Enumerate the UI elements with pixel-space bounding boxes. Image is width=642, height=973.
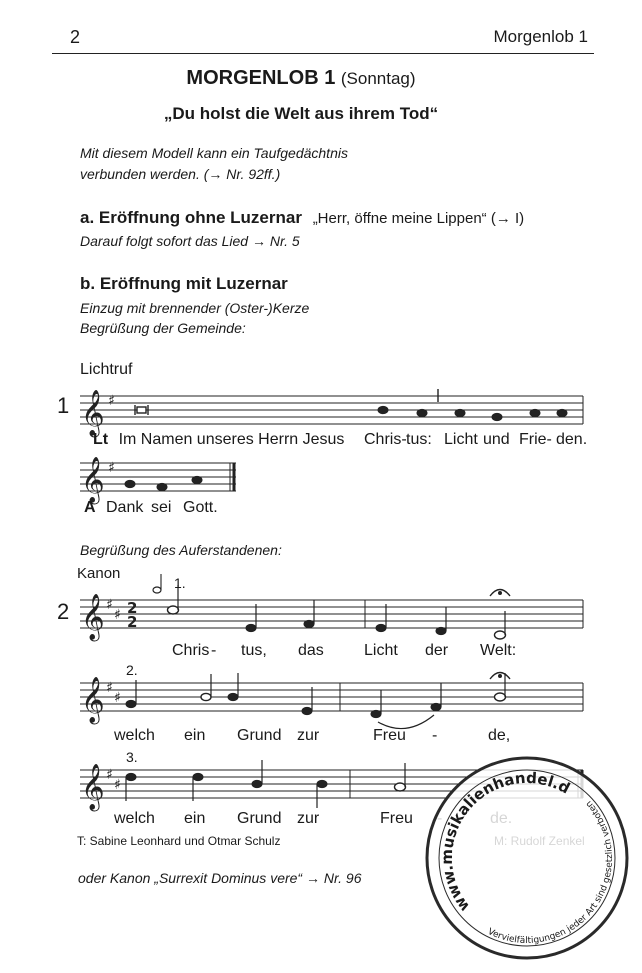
lichtruf-lt-line xyxy=(93,431,344,449)
half-note-icon xyxy=(168,606,179,614)
lyric-word: Welt: xyxy=(480,642,517,659)
kanon-label: Kanon xyxy=(77,565,121,582)
lyric-word: Grund xyxy=(237,810,282,827)
lyric-word: tus: xyxy=(406,431,432,448)
half-note-icon xyxy=(495,693,506,701)
note-icon xyxy=(304,620,314,627)
watermark-notice: Vervielfältigungen jeder Art sind gesetzlich verboten xyxy=(485,798,616,947)
note-icon xyxy=(192,476,202,483)
note-icon xyxy=(431,703,441,710)
lyric-word: Chris xyxy=(172,642,210,659)
lyric-word: Frie- xyxy=(519,431,552,448)
note-icon xyxy=(376,624,386,631)
title-sub: (Sonntag) xyxy=(340,69,416,88)
half-note-icon xyxy=(395,783,406,791)
running-title: Morgenlob 1 xyxy=(493,27,588,46)
breve-note-icon xyxy=(135,405,148,415)
lyric-word: zur xyxy=(297,727,320,744)
staff-lichtruf-1 xyxy=(80,396,583,424)
treble-clef-icon: 𝄞 xyxy=(81,594,105,640)
section-a-note: Darauf folgt sofort das Lied → Nr. 5 xyxy=(80,233,300,249)
lyric-word: zur xyxy=(297,810,320,827)
section-a-quote: „Herr, öffne meine Lippen“ (→ I) xyxy=(312,210,525,227)
lyric-word: der xyxy=(425,642,449,659)
note-icon xyxy=(252,780,262,787)
lyric-word: de, xyxy=(488,727,511,744)
voice-3-label: 3. xyxy=(126,749,138,765)
auferstandenen-intro: Begrüßung des Auferstandenen: xyxy=(80,542,282,558)
title-main: MORGENLOB 1 xyxy=(186,67,336,89)
treble-clef-icon: 𝄞 xyxy=(81,764,105,810)
eighth-note-icon xyxy=(201,693,211,700)
treble-clef-icon: 𝄞 xyxy=(81,677,105,723)
lyric-word: Grund xyxy=(237,727,282,744)
note-icon xyxy=(126,773,136,780)
lichtruf-label: Lichtruf xyxy=(80,361,133,378)
lyric-word: tus, xyxy=(241,642,267,659)
page-number: 2 xyxy=(70,27,81,47)
watermark-stamp xyxy=(412,743,642,973)
lyric-word: welch xyxy=(114,727,155,744)
lichtruf-a-line xyxy=(84,499,96,517)
title-motto: „Du holst die Welt aus ihrem Tod“ xyxy=(163,104,439,123)
staff-kanon-2 xyxy=(80,683,583,711)
sharp-icon: ♯ xyxy=(108,460,115,476)
half-note-icon xyxy=(495,631,506,639)
lyric-word: Chris- xyxy=(364,431,407,448)
voice-1-label: 1. xyxy=(174,575,186,591)
lyric-word: Freu xyxy=(380,810,413,827)
lichtruf-number: 1 xyxy=(57,393,70,418)
staff-kanon-1 xyxy=(80,600,583,628)
sharp-icon: ♯ xyxy=(114,690,121,706)
section-b-heading: b. Eröffnung mit Luzernar xyxy=(80,274,288,293)
note-icon xyxy=(530,409,540,416)
lyric-word: Licht xyxy=(364,642,398,659)
note-icon xyxy=(417,409,427,416)
treble-clef-icon: 𝄞 xyxy=(81,457,105,503)
lyric-word: Gott. xyxy=(183,499,218,516)
sharp-icon: ♯ xyxy=(114,607,121,623)
lyric-word: ein xyxy=(184,727,206,744)
note-icon xyxy=(371,710,381,717)
lt-text: Im Namen unseres Herrn Jesus xyxy=(118,431,345,448)
lyric-word: und xyxy=(483,431,510,448)
note-icon xyxy=(193,773,203,780)
note-icon xyxy=(228,693,238,700)
footer-note: oder Kanon „Surrexit Dominus vere“ → Nr. 96 xyxy=(78,870,362,886)
lyric-word: welch xyxy=(114,810,155,827)
lyric-word: Licht xyxy=(444,431,478,448)
sharp-icon: ♯ xyxy=(106,767,113,783)
note-icon xyxy=(455,409,465,416)
sharp-icon: ♯ xyxy=(106,597,113,613)
kanon-number: 2 xyxy=(57,599,70,624)
note-icon xyxy=(557,409,567,416)
section-a-heading: a. Eröffnung ohne Luzernar xyxy=(80,208,302,227)
lyric-word: ein xyxy=(184,810,206,827)
note-icon xyxy=(436,627,446,634)
a-marker: A xyxy=(84,499,96,516)
sharp-icon: ♯ xyxy=(106,680,113,696)
time-signature-top: 2 xyxy=(127,599,138,617)
note-icon xyxy=(317,780,327,787)
lyric-word: Freu xyxy=(373,727,406,744)
section-b-line-2: Begrüßung der Gemeinde: xyxy=(80,320,246,336)
lt-marker: Lt xyxy=(93,431,109,448)
lyric-word: - xyxy=(211,642,217,659)
note-icon xyxy=(126,700,136,707)
note-icon xyxy=(302,707,312,714)
lyric-word: das xyxy=(298,642,324,659)
lyric-word: sei xyxy=(151,499,172,516)
note-icon xyxy=(125,480,135,487)
note-icon xyxy=(246,624,256,631)
lyric-word: den. xyxy=(556,431,588,448)
lyric-word: - xyxy=(432,727,438,744)
sharp-icon: ♯ xyxy=(108,393,115,409)
note-icon xyxy=(492,413,502,420)
time-signature-bottom: 2 xyxy=(127,613,138,631)
watermark-url: www.musikalienhandel.de xyxy=(437,768,574,916)
voice-2-label: 2. xyxy=(126,662,138,678)
section-b-line-1: Einzug mit brennender (Oster-)Kerze xyxy=(80,300,310,316)
text-credit: T: Sabine Leonhard und Otmar Schulz xyxy=(77,834,281,848)
note-icon xyxy=(153,587,161,593)
treble-clef-icon: 𝄞 xyxy=(81,390,105,436)
note-icon xyxy=(157,483,167,490)
intro-line-2: verbunden werden. (→ Nr. 92ff.) xyxy=(80,166,281,182)
note-icon xyxy=(378,406,388,413)
intro-line-1: Mit diesem Modell kann ein Taufgedächtnis xyxy=(80,145,348,161)
sharp-icon: ♯ xyxy=(114,777,121,793)
lyric-word: Dank xyxy=(106,499,144,516)
